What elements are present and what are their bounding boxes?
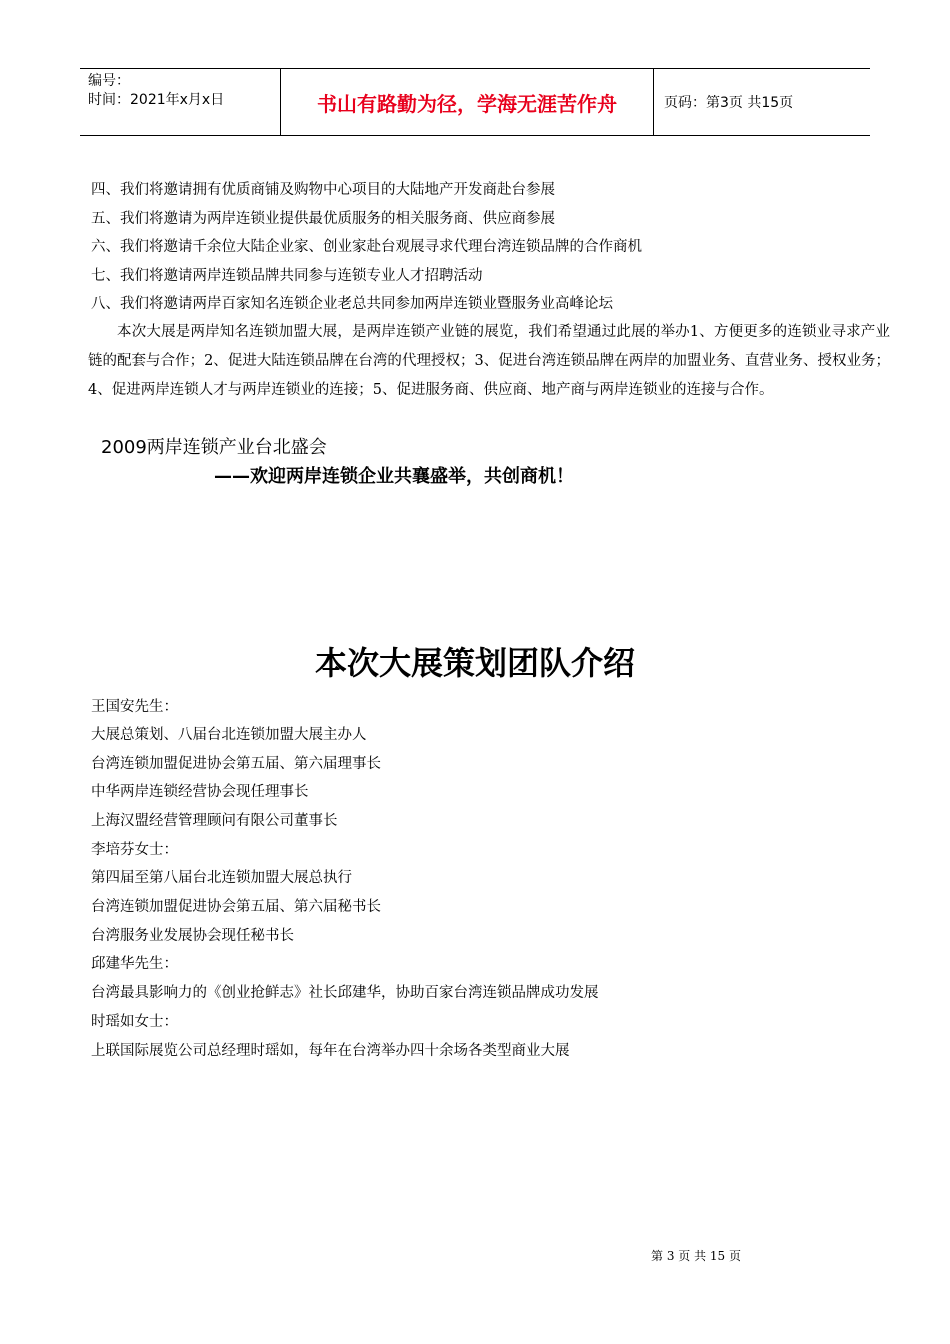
page-header-table <box>80 68 870 136</box>
team-member-detail: 台湾连锁加盟促进协会第五届、第六届理事长 <box>91 756 381 772</box>
header-page-cell <box>654 69 870 135</box>
summary-paragraph: 本次大展是两岸知名连锁加盟大展，是两岸连锁产业链的展览，我们希望通过此展的举办1、方便更多的连锁业寻求产业链的配套与合作；2、促进大陆连锁品牌在台湾的代理授权；3、促进台湾连锁品牌在两岸的加盟业务、直营业务、授权业务；4、促进两岸连锁人才与两岸连锁业的连接；5、促进服务商、供应商、地产商与两岸连锁业的连接与合作。 <box>88 324 890 398</box>
event-slogan-subtitle: ——欢迎两岸连锁企业共襄盛举，共创商机！ <box>214 466 574 487</box>
invitation-item: 六、我们将邀请千余位大陆企业家、创业家赴台观展寻求代理台湾连锁品牌的合作商机 <box>91 239 642 255</box>
team-member-name: 邱建华先生： <box>91 956 178 972</box>
header-left-cell <box>80 69 281 135</box>
invitation-item: 四、我们将邀请拥有优质商铺及购物中心项目的大陆地产开发商赴台参展 <box>91 182 555 198</box>
invitation-item: 八、我们将邀请两岸百家知名连锁企业老总共同参加两岸连锁业暨服务业高峰论坛 <box>91 296 613 312</box>
page-footer-number: 第 3 页 共 15 页 <box>651 1249 741 1263</box>
team-member-detail: 台湾服务业发展协会现任秘书长 <box>91 928 294 944</box>
event-slogan-title: 2009两岸连锁产业台北盛会 <box>101 437 327 458</box>
team-member-name: 王国安先生： <box>91 699 178 715</box>
team-section-title: 本次大展策划团队介绍 <box>314 644 635 682</box>
header-motto: 书山有路勤为径，学海无涯苦作舟 <box>317 91 617 116</box>
team-member-detail: 第四届至第八届台北连锁加盟大展总执行 <box>91 870 352 886</box>
invitation-item: 七、我们将邀请两岸连锁品牌共同参与连锁专业人才招聘活动 <box>91 268 483 284</box>
team-member-detail: 台湾连锁加盟促进协会第五届、第六届秘书长 <box>91 899 381 915</box>
team-member-name: 李培芬女士： <box>91 842 178 858</box>
header-page-info: 页码：第3页 共15页 <box>664 95 794 111</box>
document-number-label: 编号： <box>88 73 130 89</box>
team-member-detail: 中华两岸连锁经营协会现任理事长 <box>91 784 309 800</box>
team-member-name: 时瑶如女士： <box>91 1014 178 1030</box>
team-member-detail: 台湾最具影响力的《创业抢鲜志》社长邱建华，协助百家台湾连锁品牌成功发展 <box>91 985 599 1001</box>
invitation-item: 五、我们将邀请为两岸连锁业提供最优质服务的相关服务商、供应商参展 <box>91 211 555 227</box>
team-member-detail: 上海汉盟经营管理顾问有限公司董事长 <box>91 813 338 829</box>
document-date: 时间：2021年x月x日 <box>88 92 225 108</box>
team-member-detail: 大展总策划、八届台北连锁加盟大展主办人 <box>91 727 367 743</box>
team-member-detail: 上联国际展览公司总经理时瑶如，每年在台湾举办四十余场各类型商业大展 <box>91 1043 570 1059</box>
header-motto-cell <box>281 69 654 135</box>
